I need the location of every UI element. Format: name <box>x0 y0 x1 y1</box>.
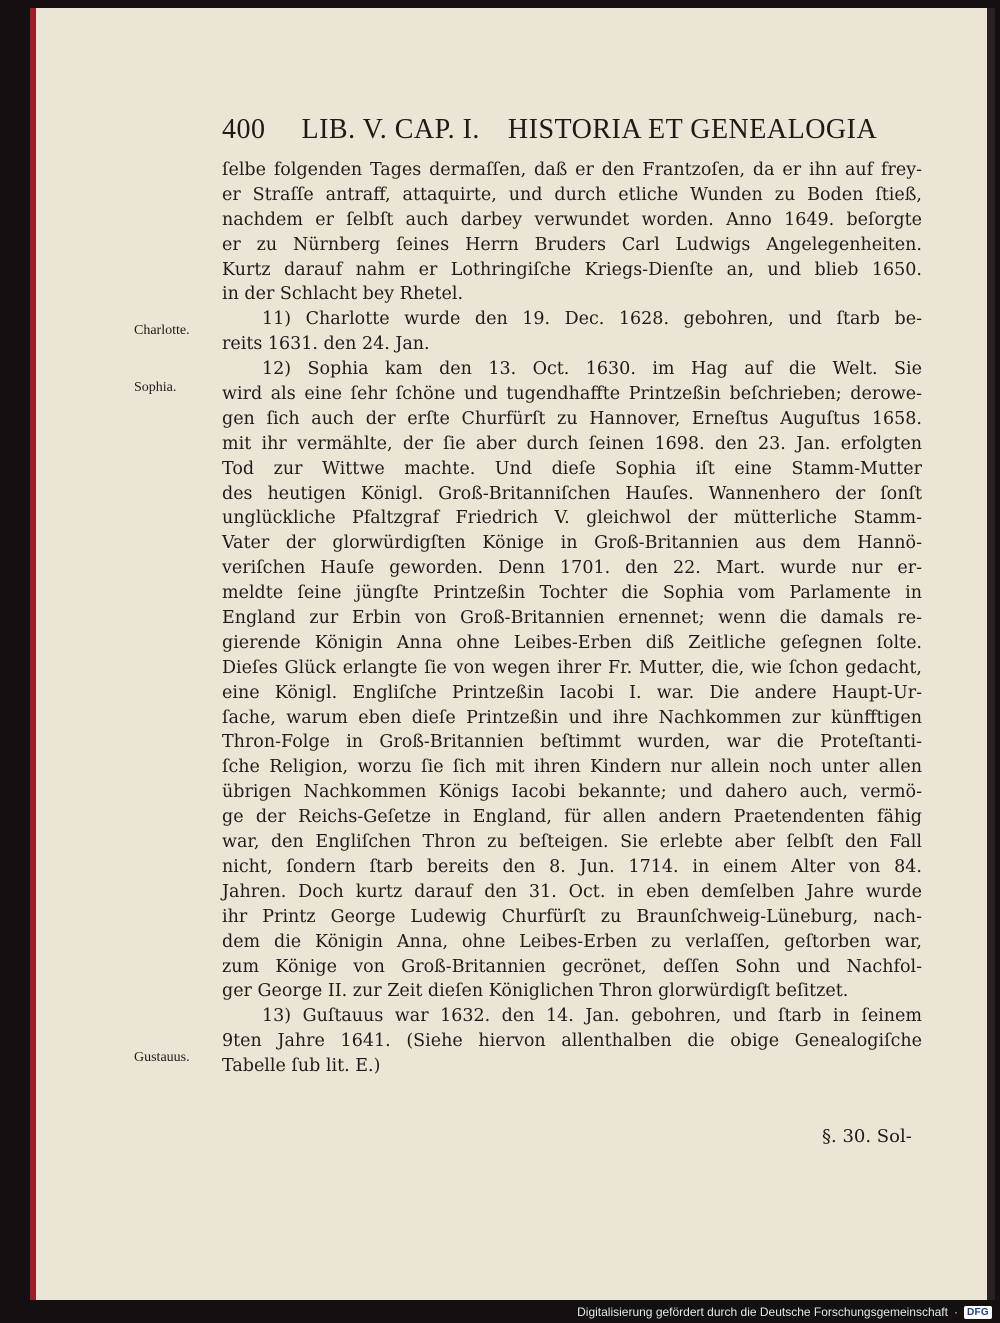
body-text <box>222 158 922 1079</box>
margin-note-gustauus: Gustauus. <box>134 1050 190 1065</box>
text-line: wird als eine ſehr ſchöne und tugendhaffte Printzeßin beſchrieben; derowe- <box>222 384 922 405</box>
text-line: Dieſes Glück erlangte ſie von wegen ihrer Fr. Mutter, die, wie ſchon gedacht, <box>222 657 922 678</box>
dfg-logo: DFG <box>964 1306 992 1319</box>
text-line: unglückliche Pfaltzgraf Friedrich V. gleichwol der mütterliche Stamm- <box>222 508 922 529</box>
text-line: Kurtz darauf nahm er Lothringiſche Kriegs-Dienſte an, und blieb 1650. <box>222 259 922 280</box>
text-line: ſache, warum eben dieſe Printzeßin und ihre Nachkommen zur künfftigen <box>222 707 922 728</box>
text-line: veriſchen Hauſe geworden. Denn 1701. den 22. Mart. wurde nur er- <box>222 558 922 579</box>
digitization-footer <box>577 1303 992 1321</box>
book-chapter-ref: LIB. V. CAP. I. <box>301 114 480 145</box>
text-line: 11) Charlotte wurde den 19. Dec. 1628. gebohren, und ſtarb be- <box>262 309 922 330</box>
text-line: ihr Printz George Ludewig Churfürſt zu Braunſchweig-Lüneburg, nach- <box>222 906 922 927</box>
book-page <box>30 8 995 1300</box>
text-line: Jahren. Doch kurtz darauf den 31. Oct. in eben demſelben Jahre wurde <box>222 881 922 902</box>
text-line: Tabelle ſub lit. E.) <box>222 1056 381 1077</box>
text-line: ger George II. zur Zeit dieſen Königlichen Thron glorwürdigſt beſitzet. <box>222 981 849 1002</box>
text-line: 13) Guſtauus war 1632. den 14. Jan. gebohren, und ſtarb in ſeinem <box>262 1006 922 1027</box>
text-line: dem die Königin Anna, ohne Leibes-Erben zu verlaſſen, geſtorben war, <box>222 931 922 952</box>
running-head <box>222 114 878 146</box>
text-line: meldte ſeine jüngſte Printzeßin Tochter die Sophia vom Parlamente in <box>222 583 922 604</box>
page-number: 400 <box>222 114 266 145</box>
running-title: HISTORIA ET GENEALOGIA <box>507 114 878 145</box>
text-line: gen ſich auch der erſte Churfürſt zu Hannover, Erneſtus Auguſtus 1658. <box>222 408 922 429</box>
text-line: er Straſſe antraff, attaquirte, und durch etliche Wunden zu Boden ſtieß, <box>222 184 922 205</box>
margin-note-sophia: Sophia. <box>134 380 177 395</box>
text-line: er zu Nürnberg ſeines Herrn Bruders Carl Ludwigs Angelegenheiten. <box>222 234 922 255</box>
catchword: §. 30. Sol- <box>822 1126 912 1147</box>
text-line: war, den Engliſchen Thron zu beſteigen. Sie erlebte aber ſelbſt den Fall <box>222 832 922 853</box>
text-line: reits 1631. den 24. Jan. <box>222 334 430 355</box>
text-line: nachdem er ſelbſt auch darbey verwundet worden. Anno 1649. beſorgte <box>222 209 922 230</box>
text-line: eine Königl. Engliſche Printzeßin Iacobi I. war. Die andere Haupt-Ur- <box>222 682 922 703</box>
text-line: nicht, ſondern ſtarb bereits den 8. Jun. 1714. in einem Alter von 84. <box>222 856 922 877</box>
margin-note-charlotte: Charlotte. <box>134 323 190 338</box>
text-line: 9ten Jahre 1641. (Siehe hiervon allenthalben die obige Genealogiſche <box>222 1031 922 1052</box>
text-line: gierende Königin Anna ohne Leibes-Erben diß Zeitliche geſegnen ſolte. <box>222 632 922 653</box>
text-line: des heutigen Königl. Groß-Britanniſchen Hauſes. Wannenhero der ſonſt <box>222 483 922 504</box>
text-line: Vater der glorwürdigſten Könige in Groß-Britannien aus dem Hannö- <box>222 533 922 554</box>
funding-credit: Digitalisierung gefördert durch die Deutsche Forschungsgemeinschaft <box>577 1305 948 1319</box>
text-line: übrigen Nachkommen Königs Iacobi bekannte; und dahero auch, vermö- <box>222 782 922 803</box>
text-line: mit ihr vermählte, der ſie aber durch ſeinen 1698. den 23. Jan. erfolgten <box>222 433 922 454</box>
text-line: ſche Religion, worzu ſie ſich mit ihren Kindern nur allein noch unter allen <box>222 757 922 778</box>
text-line: ſelbe folgenden Tages dermaſſen, daß er den Frantzoſen, da er ihn auf frey- <box>222 160 922 180</box>
text-line: Tod zur Wittwe machte. Und dieſe Sophia iſt eine Stamm-Mutter <box>222 458 922 479</box>
footer-separator: · <box>953 1305 958 1319</box>
text-line: zum Könige von Groß-Britannien gecrönet, deſſen Sohn und Nachfol- <box>222 956 922 977</box>
text-line: in der Schlacht bey Rhetel. <box>222 284 464 305</box>
text-line: ge der Reichs-Geſetze in England, für allen andern Praetendenten fähig <box>222 807 922 828</box>
text-line: England zur Erbin von Groß-Britannien ernennet; wenn die damals re- <box>222 608 922 629</box>
text-line: Thron-Folge in Groß-Britannien beſtimmt wurden, war die Proteſtanti- <box>222 732 922 753</box>
text-line: 12) Sophia kam den 13. Oct. 1630. im Hag auf die Welt. Sie <box>262 359 922 380</box>
